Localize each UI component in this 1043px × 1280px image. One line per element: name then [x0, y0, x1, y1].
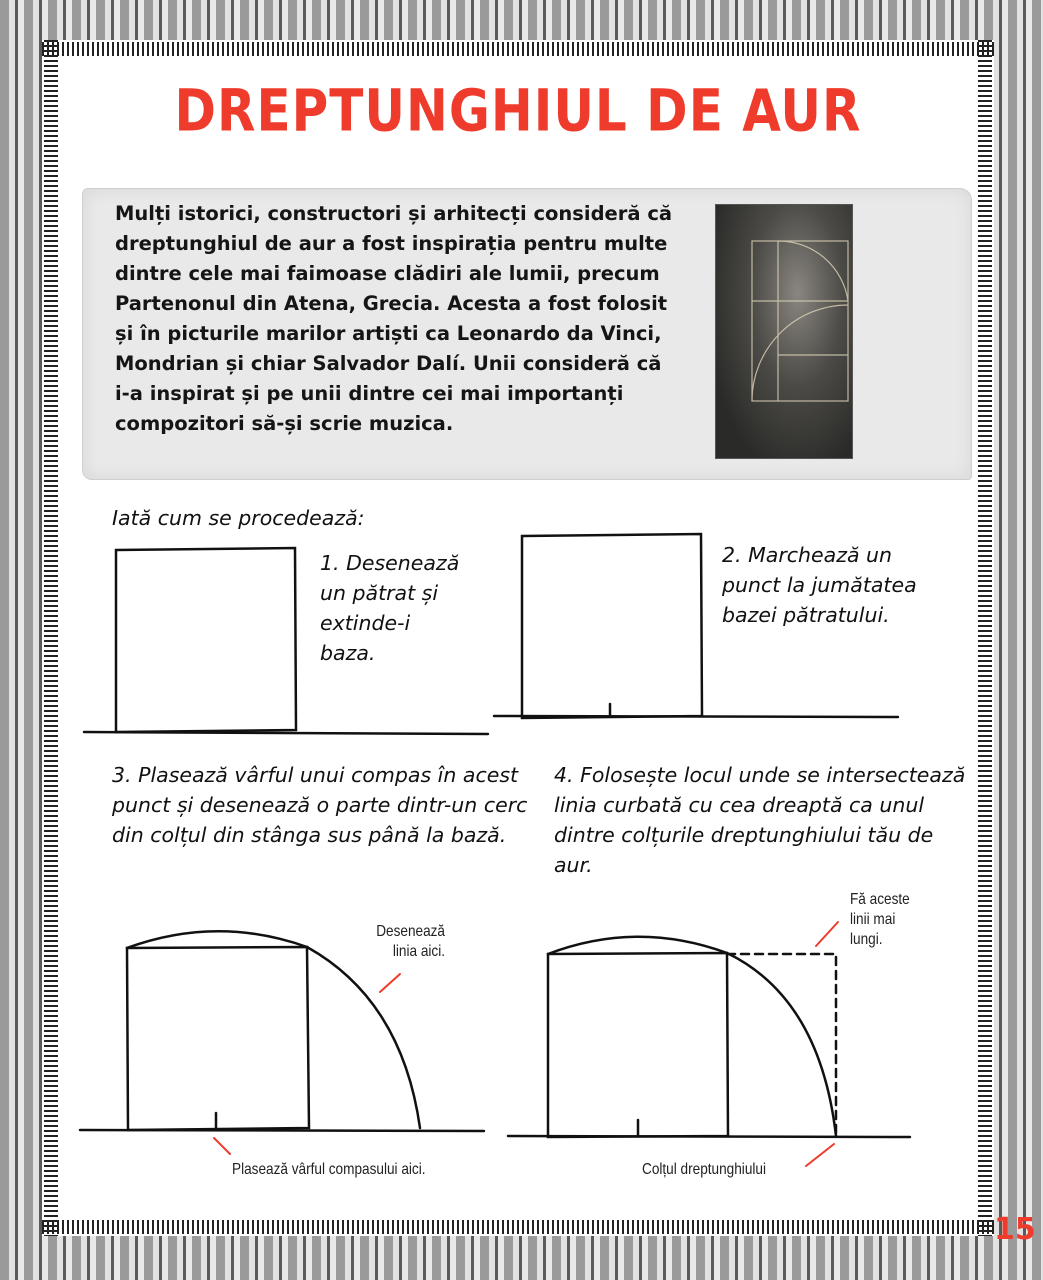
- note-longer-lines: Fă aceste linii mai lungi.: [850, 891, 910, 948]
- step-1-text: 1. Desenează un pătrat și extinde-i baza.: [320, 551, 460, 665]
- step-4-text: 4. Folosește locul unde se intersectează linia curbată cu cea dreaptă ca unul dintre colțurile dreptunghiului tău de aur.: [554, 763, 966, 877]
- construction-diagrams: [42, 40, 994, 1236]
- diagram-step-2: [494, 534, 898, 718]
- diagram-step-4: [508, 937, 910, 1137]
- intro-text: Mulți istorici, constructori și arhitecți consideră că dreptunghiul de aur a fost inspirația pentru multe dintre cele mai faimoase clădiri ale lumii, precum Partenonul din Atena, Grecia. Acesta a fost folosit și în picturile marilor artiști ca Leonardo da Vinci, Mondrian și chiar Salvador Dalí. Unii consideră că i-a inspirat și pe unii dintre cei mai importanți compozitori să-și scrie muzica.: [115, 202, 673, 435]
- step-2-text: 2. Marchează un punct la jumătatea bazei pătratului.: [722, 543, 917, 627]
- note-draw-line: Desenează linia aici.: [376, 923, 445, 960]
- how-to-label: Iată cum se procedează:: [112, 506, 365, 530]
- page-title: DREPTUNGHIUL DE AUR: [174, 77, 862, 145]
- note-rect-corner: Colțul dreptunghiului: [642, 1161, 766, 1178]
- page-number: 15: [994, 1212, 1036, 1247]
- diagram-step-1: [84, 548, 488, 734]
- note-compass-point: Plasează vârful compasului aici.: [232, 1161, 426, 1178]
- step-3-text: 3. Plasează vârful unui compas în acest punct și desenează o parte dintr-un cerc din colțul din stânga sus până la bază.: [112, 763, 528, 847]
- book-page: [42, 40, 994, 1236]
